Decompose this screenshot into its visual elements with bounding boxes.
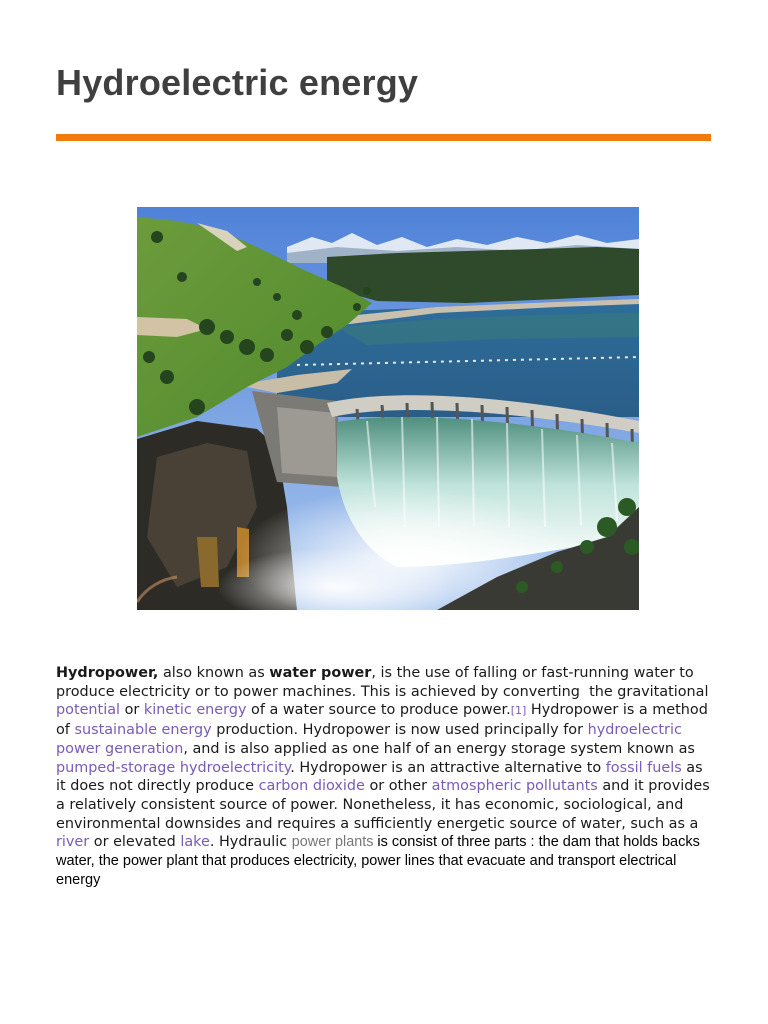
link-produce-electricity[interactable]: produce electricity	[56, 683, 191, 700]
link-water[interactable]: water	[633, 665, 675, 681]
text-run: to	[674, 665, 694, 681]
link-power-plants[interactable]: power plants	[291, 834, 374, 851]
text-run: also known as	[158, 665, 270, 681]
title-divider	[56, 134, 711, 141]
text-run: . Hydraulic	[209, 834, 292, 851]
text-run: or other	[364, 778, 432, 795]
term-hydropower: Hydropower,	[56, 665, 159, 681]
text-run: or	[120, 702, 144, 719]
text-run: , and is also applied as one half of an energy storage system known as	[183, 740, 695, 757]
link-atmospheric-pollutants[interactable]: atmospheric pollutants	[431, 778, 598, 795]
dam-photo	[137, 207, 639, 610]
text-run: as it does not directly produce	[56, 759, 703, 795]
text-run: . Hydropower is an attractive alternative to	[290, 759, 606, 776]
text-run-tail: is consist of three parts : the dam that holds backs water, the power plant that produces electricity, power lines that evacuate and transport electrical energy	[56, 834, 700, 888]
article-paragraph	[56, 664, 716, 889]
link-converting[interactable]: converting	[502, 683, 580, 700]
text-run: or elevated	[89, 834, 181, 851]
link-river[interactable]: river	[56, 834, 90, 851]
link-pumped-storage[interactable]: pumped-storage hydroelectricity	[56, 759, 291, 776]
term-water-power: water power	[269, 665, 372, 681]
link-lake[interactable]: lake	[180, 834, 210, 851]
link-kinetic-energy[interactable]: kinetic energy	[143, 702, 247, 719]
text-run: and it provides a relatively consistent source of power. Nonetheless, it has economic, sociological, and environmental downsides and requires a sufficiently energetic source of water, such as a	[56, 778, 710, 832]
text-run: or to power machines. This is achieved by	[190, 683, 503, 700]
link-sustainable-energy[interactable]: sustainable energy	[74, 722, 212, 739]
citation-link[interactable]: [1]	[510, 704, 527, 718]
link-gravitational[interactable]: gravitational	[617, 683, 709, 700]
text-run: , is the use of falling or fast-running	[371, 665, 634, 681]
page-title: Hydroelectric energy	[56, 62, 419, 103]
text-run: the	[579, 683, 618, 700]
text-run: production. Hydropower is now used principally for	[211, 722, 588, 739]
article-body	[56, 664, 716, 889]
link-fossil-fuels[interactable]: fossil fuels	[605, 759, 682, 776]
link-carbon-dioxide[interactable]: carbon dioxide	[258, 778, 365, 795]
text-run: of a water source to produce power.	[246, 702, 511, 719]
link-potential[interactable]: potential	[56, 702, 121, 719]
text-run: Hydropower is a method of	[56, 702, 708, 739]
link-hydroelectric-power-generation[interactable]: hydroelectric power generation	[56, 722, 682, 757]
